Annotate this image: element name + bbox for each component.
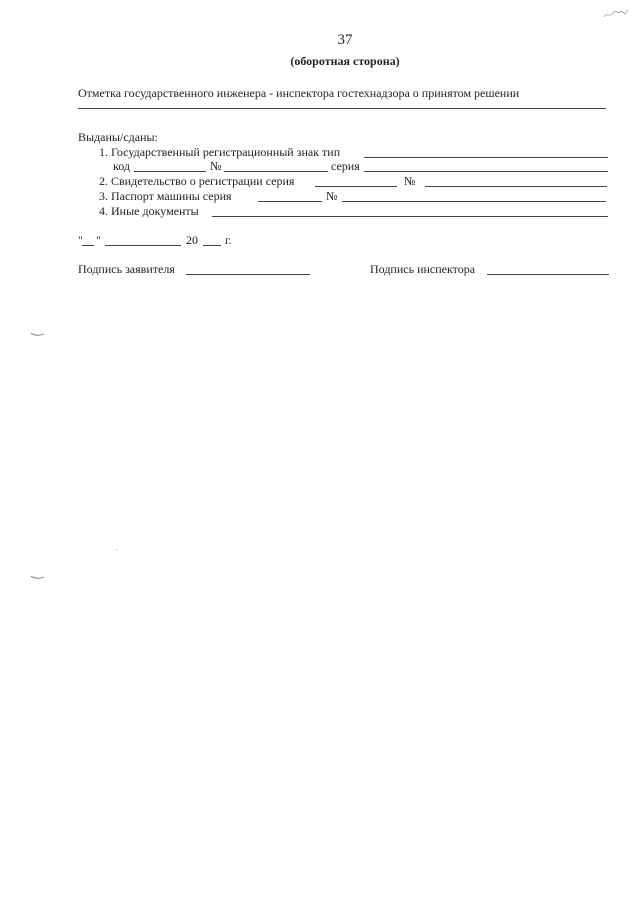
plate-type-label: 1. Государственный регистрационный знак тип: [99, 145, 341, 159]
applicant-signature-label: Подпись заявителя: [78, 262, 175, 276]
date-month-field[interactable]: [105, 245, 181, 246]
passport-number-field[interactable]: [342, 201, 606, 202]
date-year-prefix: 20: [186, 233, 198, 247]
certificate-series-field[interactable]: [315, 186, 397, 187]
plate-number-field[interactable]: [224, 171, 328, 172]
date-year-field[interactable]: [203, 245, 221, 246]
code-field[interactable]: [134, 171, 206, 172]
date-quote-open: ": [78, 233, 83, 247]
scan-speck: [116, 549, 117, 550]
inspector-signature-field[interactable]: [487, 274, 609, 275]
series-field[interactable]: [364, 171, 608, 172]
corner-handwritten-mark: [603, 8, 629, 20]
code-label: код: [113, 159, 130, 173]
page-number: 37: [337, 32, 353, 48]
page-subtitle: (оборотная сторона): [290, 54, 400, 68]
other-documents-field[interactable]: [212, 216, 608, 217]
margin-mark-lower: [30, 573, 46, 581]
inspector-signature-label: Подпись инспектора: [370, 262, 476, 276]
margin-mark-upper: [30, 330, 46, 338]
certificate-number-label: №: [404, 174, 416, 188]
other-documents-label: 4. Иные документы: [99, 204, 199, 218]
passport-label: 3. Паспорт машины серия: [99, 189, 232, 203]
series-label: серия: [331, 159, 360, 173]
issued-heading: Выданы/сданы:: [78, 130, 158, 144]
inspector-mark-line[interactable]: [78, 108, 606, 109]
certificate-number-field[interactable]: [425, 186, 607, 187]
applicant-signature-field[interactable]: [186, 274, 310, 275]
passport-number-label: №: [326, 189, 338, 203]
date-day-field[interactable]: [82, 245, 94, 246]
plate-number-label: №: [210, 159, 222, 173]
certificate-label: 2. Свидетельство о регистрации серия: [99, 174, 295, 188]
date-year-suffix: г.: [225, 233, 232, 247]
inspector-mark-label: Отметка государственного инженера - инспектора гостехнадзора о принятом решении: [78, 86, 520, 100]
passport-series-field[interactable]: [258, 201, 322, 202]
date-quote-close: ": [96, 233, 101, 247]
plate-type-field[interactable]: [364, 157, 608, 158]
